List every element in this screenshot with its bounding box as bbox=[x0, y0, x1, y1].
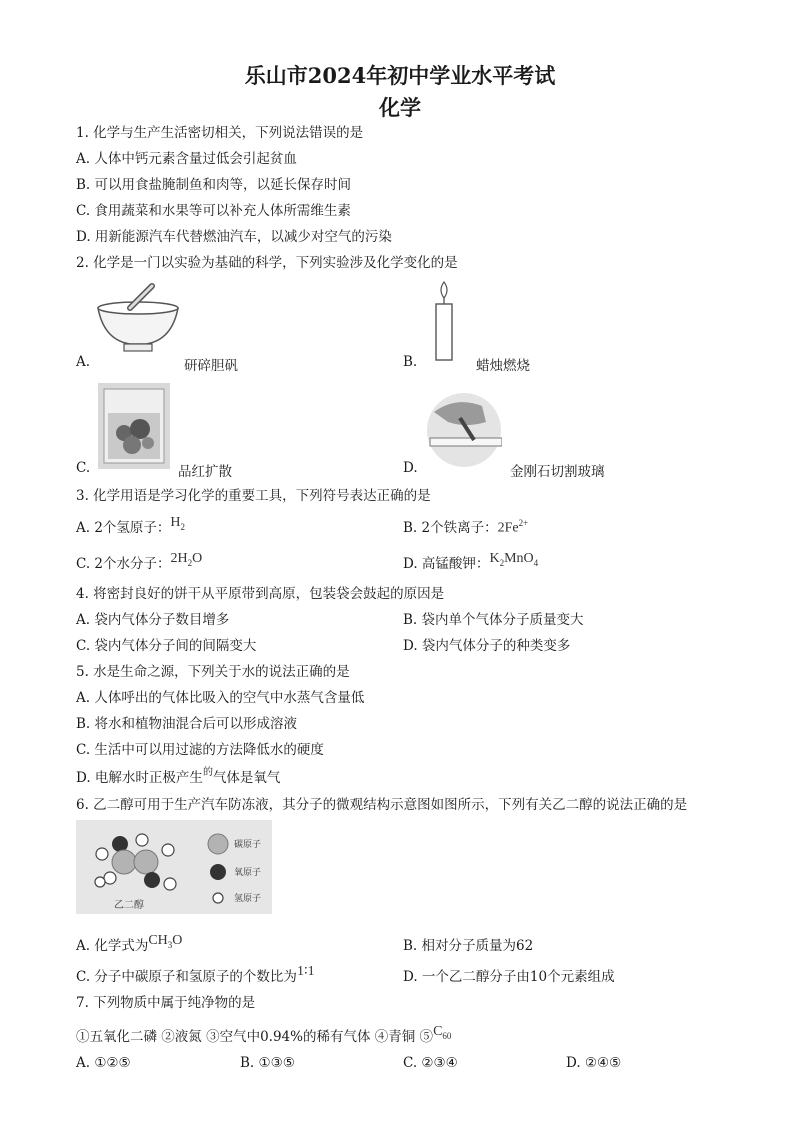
molecule-name-label: 乙二醇 bbox=[114, 900, 144, 911]
beaker-diffusion-image bbox=[98, 383, 170, 469]
q1-option-c: C. 食用蔬菜和水果等可以补充人体所需维生素 bbox=[76, 203, 351, 219]
page-subtitle: 化学 bbox=[379, 95, 421, 120]
q4-option-c: C. 袋内气体分子间的间隔变大 bbox=[76, 638, 257, 654]
q5-option-c: C. 生活中可以用过滤的方法降低水的硬度 bbox=[76, 742, 324, 758]
q7-option-c: C. ②③④ bbox=[403, 1055, 458, 1071]
q3-option-c bbox=[76, 551, 203, 573]
q2-option-c-letter: C. bbox=[76, 460, 91, 476]
q3-option-b bbox=[403, 519, 528, 538]
q5-option-a: A. 人体呼出的气体比吸入的空气中水蒸气含量低 bbox=[76, 690, 365, 706]
q2-option-d-letter: D. bbox=[403, 460, 418, 476]
q1-option-d: D. 用新能源汽车代替燃油汽车，以减少对空气的污染 bbox=[76, 229, 392, 245]
q2-option-b-text: 蜡烛燃烧 bbox=[476, 358, 530, 374]
legend-oxygen-label: 氧原子 bbox=[234, 868, 262, 878]
q7-option-d: D. ②④⑤ bbox=[566, 1055, 622, 1071]
q2-option-a-letter: A. bbox=[76, 354, 91, 370]
q3-option-c-text: C. 2个水分子： bbox=[76, 556, 171, 572]
q3-option-a-text: A. 2个氢原子： bbox=[76, 520, 171, 536]
q3-option-a-formula: $H_2$ bbox=[170, 515, 186, 532]
candle-image bbox=[428, 280, 460, 364]
q2-option-c-text: 品红扩散 bbox=[178, 464, 232, 480]
q6-option-c: C. 分子中碳原子和氢原子的个数比为1∶1 bbox=[76, 964, 315, 985]
q7-items: ①五氧化二磷 ②液氮 ③空气中0.94%的稀有气体 ④青铜 $⑤C_{60}$ bbox=[76, 1024, 452, 1045]
q7-items-formula: $C_{60}$ bbox=[433, 1024, 452, 1041]
q6-option-b: B. 相对分子质量为62 bbox=[403, 938, 534, 954]
q5-option-d: D. 电解水时正极产生$^的$气体是氧气 bbox=[76, 767, 281, 786]
q3-option-d-formula: $K_2MnO_4$ bbox=[489, 551, 539, 568]
q1-stem: 1. 化学与生产生活密切相关，下列说法错误的是 bbox=[76, 125, 364, 141]
q2-option-a-text: 研碎胆矾 bbox=[184, 358, 238, 374]
q2-option-b-letter: B. bbox=[403, 354, 418, 370]
q1-option-b: B. 可以用食盐腌制鱼和肉等，以延长保存时间 bbox=[76, 177, 352, 193]
legend-hydrogen-label: 氢原子 bbox=[234, 894, 262, 904]
q6-option-a: A. 化学式为$CH_3O$ bbox=[76, 933, 183, 954]
diamond-cutting-glass-image bbox=[426, 392, 502, 468]
q3-option-b-text: B. 2个铁离子： bbox=[403, 520, 498, 536]
q4-option-b: B. 袋内单个气体分子质量变大 bbox=[403, 612, 584, 628]
q4-option-d: D. 袋内气体分子的种类变多 bbox=[403, 638, 571, 654]
q3-option-a bbox=[76, 515, 186, 537]
q2-stem: 2. 化学是一门以实验为基础的科学，下列实验涉及化学变化的是 bbox=[76, 255, 458, 271]
q5-stem: 5. 水是生命之源，下列关于水的说法正确的是 bbox=[76, 664, 350, 680]
q6-stem: 6. 乙二醇可用于生产汽车防冻液，其分子的微观结构示意图如图所示，下列有关乙二醇的说法正确的是 bbox=[76, 797, 688, 813]
mortar-pestle-image bbox=[92, 282, 184, 358]
q3-option-d bbox=[403, 551, 539, 573]
q3-option-b-formula: $2Fe^{2+}$ bbox=[497, 518, 529, 536]
q3-option-c-formula: $2H_2O$ bbox=[170, 551, 203, 568]
legend-carbon-label: 碳原子 bbox=[234, 840, 262, 850]
q7-option-b: B. ①③⑤ bbox=[240, 1055, 295, 1071]
q6-option-a-formula: $CH_3O$ bbox=[148, 933, 183, 950]
q5-option-b: B. 将水和植物油混合后可以形成溶液 bbox=[76, 716, 298, 732]
ethylene-glycol-model-image bbox=[76, 820, 272, 914]
q1-option-a: A. 人体中钙元素含量过低会引起贫血 bbox=[76, 151, 297, 167]
q3-option-d-text: D. 高锰酸钾： bbox=[403, 556, 490, 572]
q5-option-d-de: 的 bbox=[202, 767, 213, 778]
page-title: 乐山市2024年初中学业水平考试 bbox=[244, 63, 556, 88]
q7-option-a: A. ①②⑤ bbox=[76, 1055, 131, 1071]
q7-stem: 7. 下列物质中属于纯净物的是 bbox=[76, 995, 256, 1011]
q3-stem: 3. 化学用语是学习化学的重要工具，下列符号表达正确的是 bbox=[76, 488, 431, 504]
q4-option-a: A. 袋内气体分子数目增多 bbox=[76, 612, 230, 628]
q2-option-d-text: 金刚石切割玻璃 bbox=[510, 464, 605, 480]
q4-stem: 4. 将密封良好的饼干从平原带到高原，包装袋会鼓起的原因是 bbox=[76, 586, 445, 602]
q6-option-c-formula: 1∶1 bbox=[296, 964, 315, 979]
q6-option-d: D. 一个乙二醇分子由10个元素组成 bbox=[403, 969, 615, 985]
